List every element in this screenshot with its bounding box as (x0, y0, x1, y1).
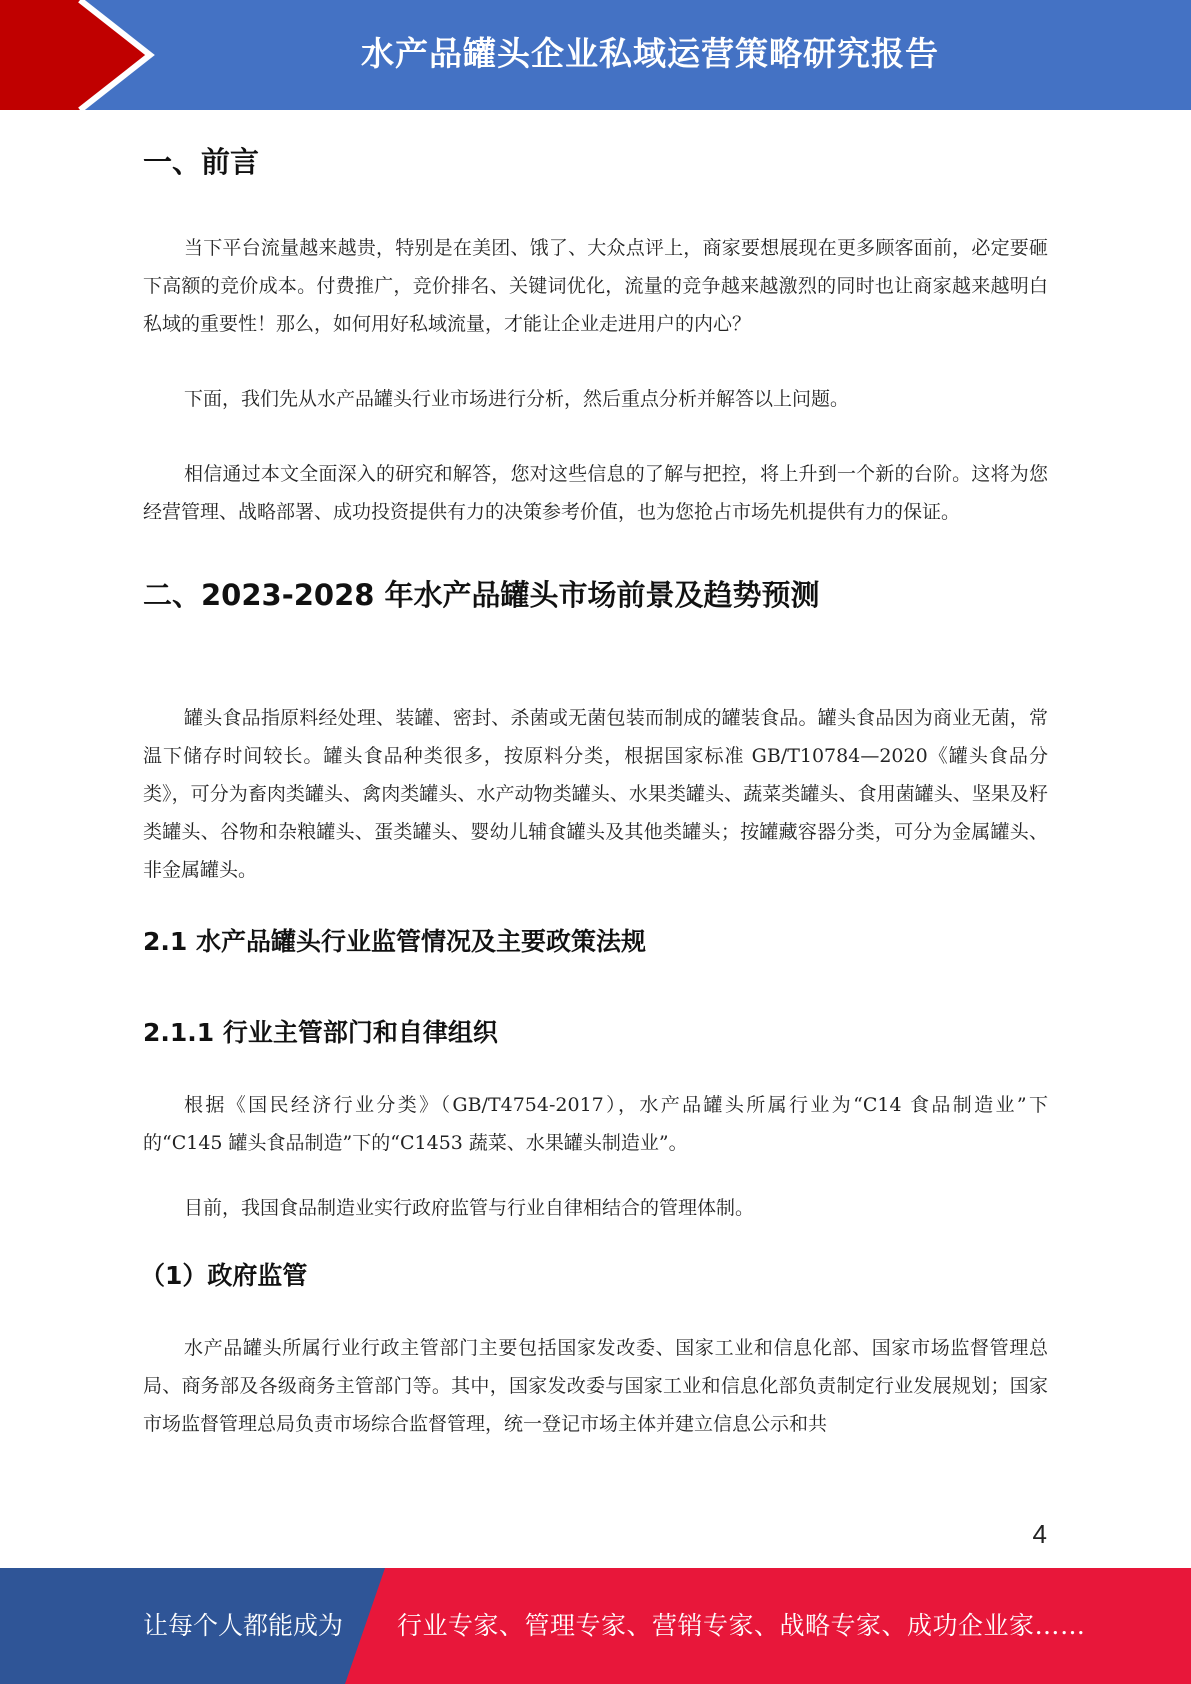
page-footer (0, 1568, 1191, 1684)
section-1-heading: 一、前言 (143, 145, 260, 179)
section-2-heading: 二、2023-2028 年水产品罐头市场前景及趋势预测 (143, 578, 820, 612)
section-1-paragraph-2: 下面，我们先从水产品罐头行业市场进行分析，然后重点分析并解答以上问题。 (184, 388, 850, 410)
document-body (140, 110, 1048, 1443)
section-1-paragraph-1: 当下平台流量越来越贵，特别是在美团、饿了、大众点评上，商家要想展现在更多顾客面前，必定要砸下高额的竞价成本。付费推广，竞价排名、关键词优化，流量的竞争越来越激烈的同时也让商家越来越明白私域的重要性！那么，如何用好私域流量，才能让企业走进用户的内心？ (143, 237, 1048, 335)
government-supervision-heading: （1）政府监管 (140, 1261, 308, 1290)
government-supervision-paragraph: 水产品罐头所属行业行政主管部门主要包括国家发改委、国家工业和信息化部、国家市场监督管理总局、商务部及各级商务主管部门等。其中，国家发改委与国家工业和信息化部负责制定行业发展规划；国家市场监督管理总局负责市场综合监督管理，统一登记市场主体并建立信息公示和共 (143, 1337, 1048, 1435)
footer-slogan-left: 让每个人都能成为 (143, 1611, 344, 1640)
section-2-1-heading: 2.1 水产品罐头行业监管情况及主要政策法规 (143, 927, 646, 956)
page-header (0, 0, 1191, 110)
section-2-1-1-paragraph-2: 目前，我国食品制造业实行政府监管与行业自律相结合的管理体制。 (184, 1197, 755, 1219)
section-2-paragraph-1: 罐头食品指原料经处理、装罐、密封、杀菌或无菌包装而制成的罐装食品。罐头食品因为商业无菌，常温下储存时间较长。罐头食品种类很多，按原料分类，根据国家标准 GB/T10784—2020《罐头食品分类》，可分为畜肉类罐头、禽肉类罐头、水产动物类罐头、水果类罐头、蔬菜类罐头、食用菌罐头、坚果及籽类罐头、谷物和杂粮罐头、蛋类罐头、婴幼儿辅食罐头及其他类罐头；按罐藏容器分类，可分为金属罐头、非金属罐头。 (143, 707, 1048, 881)
section-2-1-1-paragraph-1: 根据《国民经济行业分类》（GB/T4754-2017），水产品罐头所属行业为“C14 食品制造业”下的“C145 罐头食品制造”下的“C1453 蔬菜、水果罐头制造业”。 (143, 1094, 1048, 1154)
section-1-paragraph-3: 相信通过本文全面深入的研究和解答，您对这些信息的了解与把控，将上升到一个新的台阶。这将为您经营管理、战略部署、成功投资提供有力的决策参考价值，也为您抢占市场先机提供有力的保证。 (143, 463, 1048, 523)
page-number: 4 (1032, 1519, 1047, 1549)
section-2-1-1-heading: 2.1.1 行业主管部门和自律组织 (143, 1018, 498, 1047)
report-title: 水产品罐头企业私域运营策略研究报告 (361, 34, 939, 73)
red-chevron-decoration (0, 0, 160, 110)
footer-slogan-right: 行业专家、管理专家、营销专家、战略专家、成功企业家…… (397, 1611, 1086, 1640)
